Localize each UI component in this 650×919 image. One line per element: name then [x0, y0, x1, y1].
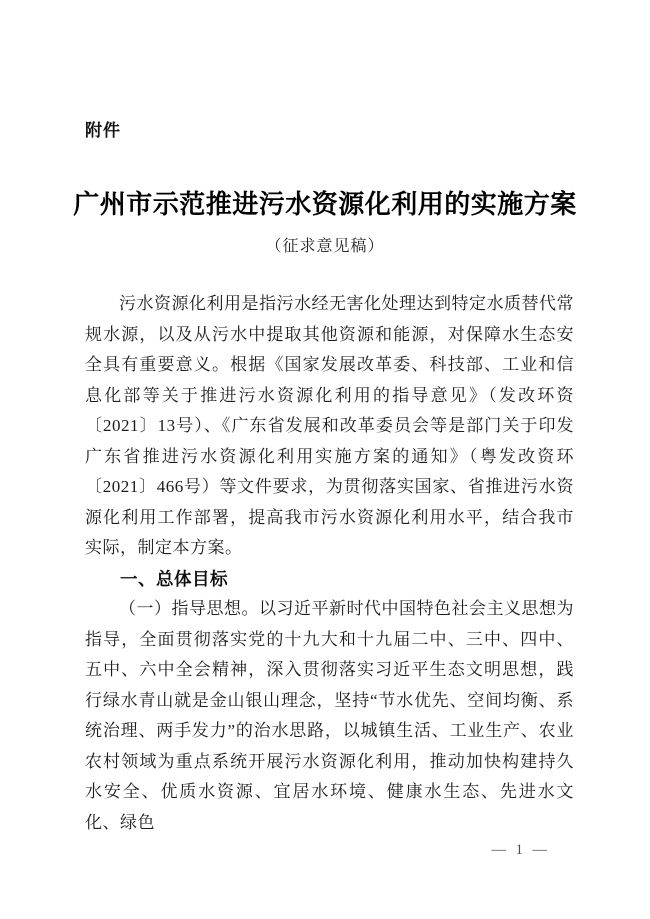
document-subtitle: （征求意见稿）	[265, 238, 385, 255]
attachment-label: 附件	[85, 121, 121, 140]
guiding-ideology-paragraph: （一）指导思想。以习近平新时代中国特色社会主义思想为指导，全面贯彻落实党的十九大和十九届二中、三中、四中、五中、六中全会精神，深入贯彻落实习近平生态文明思想，践行绿水青山就是金山银山理念，坚持“节水优先、空间均衡、系统治理、两手发力”的治水思路，以城镇生活、工业生产、农业农村领域为重点系统开展污水资源化利用，推动加快构建持久水安全、优质水资源、宜居水环境、健康水生态、先进水文化、绿色	[85, 599, 574, 832]
document-body	[85, 289, 574, 838]
page-number: — 1 —	[491, 842, 550, 858]
intro-paragraph: 污水资源化利用是指污水经无害化处理达到特定水质替代常规水源，以及从污水中提取其他资源和能源，对保障水生态安全具有重要意义。根据《国家发展改革委、科技部、工业和信息化部等关于推进污水资源化利用的指导意见》（发改环资〔2021〕13号）、《广东省发展和改革委员会等是部门关于印发广东省推进污水资源化利用实施方案的通知》（粤发改资环〔2021〕466号）等文件要求，为贯彻落实国家、省推进污水资源化利用工作部署，提高我市污水资源化利用水平，结合我市实际，制定本方案。	[85, 294, 574, 557]
section-heading-overall-goals: 一、总体目标	[120, 568, 228, 589]
document-title: 广州市示范推进污水资源化利用的实施方案	[73, 190, 577, 219]
